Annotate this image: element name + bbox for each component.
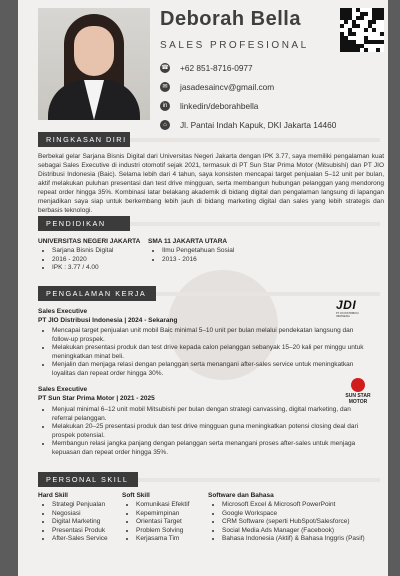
job-bullet: • Mencapai target penjualan unit mobil Baic minimal 5–10 unit per bulan melalui pendekatan langsung dan follow-up prospek. (52, 327, 368, 344)
section-header-experience: PENGALAMAN KERJA (38, 286, 156, 301)
skill-item: • CRM Software (seperti HubSpot/Salesforce) (222, 518, 365, 527)
contact-email[interactable] (160, 77, 336, 96)
skill-item: • Orientasi Target (136, 518, 189, 527)
qr-code (340, 8, 384, 52)
education-detail: • 2016 - 2020 (52, 256, 140, 265)
resume-page (18, 0, 388, 576)
job-bullet: • Melakukan 20–25 presentasi produk dan test drive mingguan guna meningkatkan potensi closing deal dari prospek potensial. (52, 423, 368, 440)
skill-heading: Soft Skill (122, 492, 150, 499)
skill-item: • Kerjasama Tim (136, 535, 189, 544)
job-bullet: • Menjual minimal 6–12 unit mobil Mitsubishi per bulan dengan strategi canvassing, digital marketing, dan referral pelanggan. (52, 406, 368, 423)
section-header-education: PENDIDIKAN (38, 216, 130, 231)
job-bullet: • Menjalin dan menjaga relasi dengan pelanggan serta menangani after-sales service untuk meningkatkan loyalitas dan repeat order hingga 30%. (52, 361, 368, 378)
skill-item: • Google Workspace (222, 510, 365, 519)
job-bullet: • Membangun relasi jangka panjang dengan pelanggan serta menangani proses after-sales untuk menjaga kepuasan dan repeat order hingga 35%. (52, 440, 368, 457)
skill-item: • Problem Solving (136, 527, 189, 536)
contact-list (160, 58, 336, 134)
education-entry (148, 238, 234, 264)
skill-heading: Software dan Bahasa (208, 492, 274, 499)
contact-address (160, 115, 336, 134)
education-detail: • Sarjana Bisnis Digital (52, 247, 140, 256)
skill-item: • After-Sales Service (52, 535, 108, 544)
home-icon: ⌂ (160, 120, 170, 130)
contact-text: Jl. Pantai Indah Kapuk, DKI Jakarta 14460 (180, 119, 337, 130)
section-header-summary: RINGKASAN DIRI (38, 132, 130, 147)
candidate-title: SALES PROFESIONAL (160, 40, 309, 51)
summary-text: Berbekal gelar Sarjana Bisnis Digital dari Universitas Negeri Jakarta dengan IPK 3.77, saya memiliki pengalaman kuat sebagai Sales Executive di industri otomotif sejak 2021, termasuk di PT Sun Star Prima Motor (Mitsubishi) dan PT JIO Distribusi Indonesia (Baic). Selama lebih dari 4 tahun, saya konsisten mencapai target penjualan 5–12 unit per bulan, aktif melakukan puluhan presentasi dan test drive mingguan, serta membangun hubungan pelanggan yang mendorong repeat order hingga 35%. Kombinasi latar belakang akademik di bidang digital dan pengalaman langsung di lapangan menjadikan saya siap untuk berkembang lebih jauh di bidang marketing digital dan sales yang lebih strategis dan berbasis teknologi. (38, 153, 384, 214)
profile-photo (38, 8, 150, 120)
skill-item: • Digital Marketing (52, 518, 108, 527)
contact-text: linkedin/deborahbella (180, 100, 259, 111)
email-icon: ✉ (160, 82, 170, 92)
education-detail: • IPK : 3.77 / 4.00 (52, 264, 140, 273)
education-entry (38, 238, 140, 273)
job-bullet: • Melakukan presentasi produk dan test drive kepada calon pelanggan sebanyak 15–20 kali per minggu untuk meningkatkan minat beli. (52, 344, 368, 361)
school-name: SMA 11 JAKARTA UTARA (148, 238, 228, 245)
skill-item: • Negosiasi (52, 510, 108, 519)
contact-phone (160, 58, 336, 77)
education-detail: • 2013 - 2016 (162, 256, 234, 265)
skill-item: • Bahasa Indonesia (Aktif) & Bahasa Inggris (Pasif) (222, 535, 365, 544)
job-company: PT Sun Star Prima Motor | 2021 - 2025 (38, 395, 155, 402)
contact-linkedin[interactable] (160, 96, 336, 115)
skill-heading: Hard Skill (38, 492, 68, 499)
skill-item: • Presentasi Produk (52, 527, 108, 536)
linkedin-icon: in (160, 101, 170, 111)
job-company: PT JIO Distribusi Indonesia | 2024 - Sekarang (38, 317, 178, 324)
skill-item: • Strategi Penjualan (52, 501, 108, 510)
skill-item: • Social Media Ads Manager (Facebook) (222, 527, 365, 536)
skill-item: • Komunikasi Efektif (136, 501, 189, 510)
section-header-skills: PERSONAL SKILL (38, 472, 138, 487)
candidate-name: Deborah Bella (160, 8, 301, 30)
skill-column (122, 492, 189, 544)
job-role: Sales Executive (38, 386, 88, 393)
school-name: UNIVERSITAS NEGERI JAKARTA (38, 238, 141, 245)
job-role: Sales Executive (38, 308, 88, 315)
sun-star-logo: SUN STAR MOTOR (336, 378, 380, 410)
contact-text: jasadesaincv@gmail.com (180, 81, 275, 92)
sun-logo-icon (351, 378, 365, 392)
skill-column (208, 492, 365, 544)
jdi-logo: JDI PT JIO DISTRIBUSI INDONESIA (336, 298, 359, 318)
education-detail: • Ilmu Pengetahuan Sosial (162, 247, 234, 256)
job-bullets (38, 406, 368, 457)
contact-text: +62 851-8716-0977 (180, 62, 253, 73)
phone-icon: ☎ (161, 64, 169, 71)
skill-column (38, 492, 108, 544)
job-bullets (38, 327, 368, 378)
skill-item: • Microsoft Excel & Microsoft PowerPoint (222, 501, 365, 510)
skill-item: • Kepemimpinan (136, 510, 189, 519)
